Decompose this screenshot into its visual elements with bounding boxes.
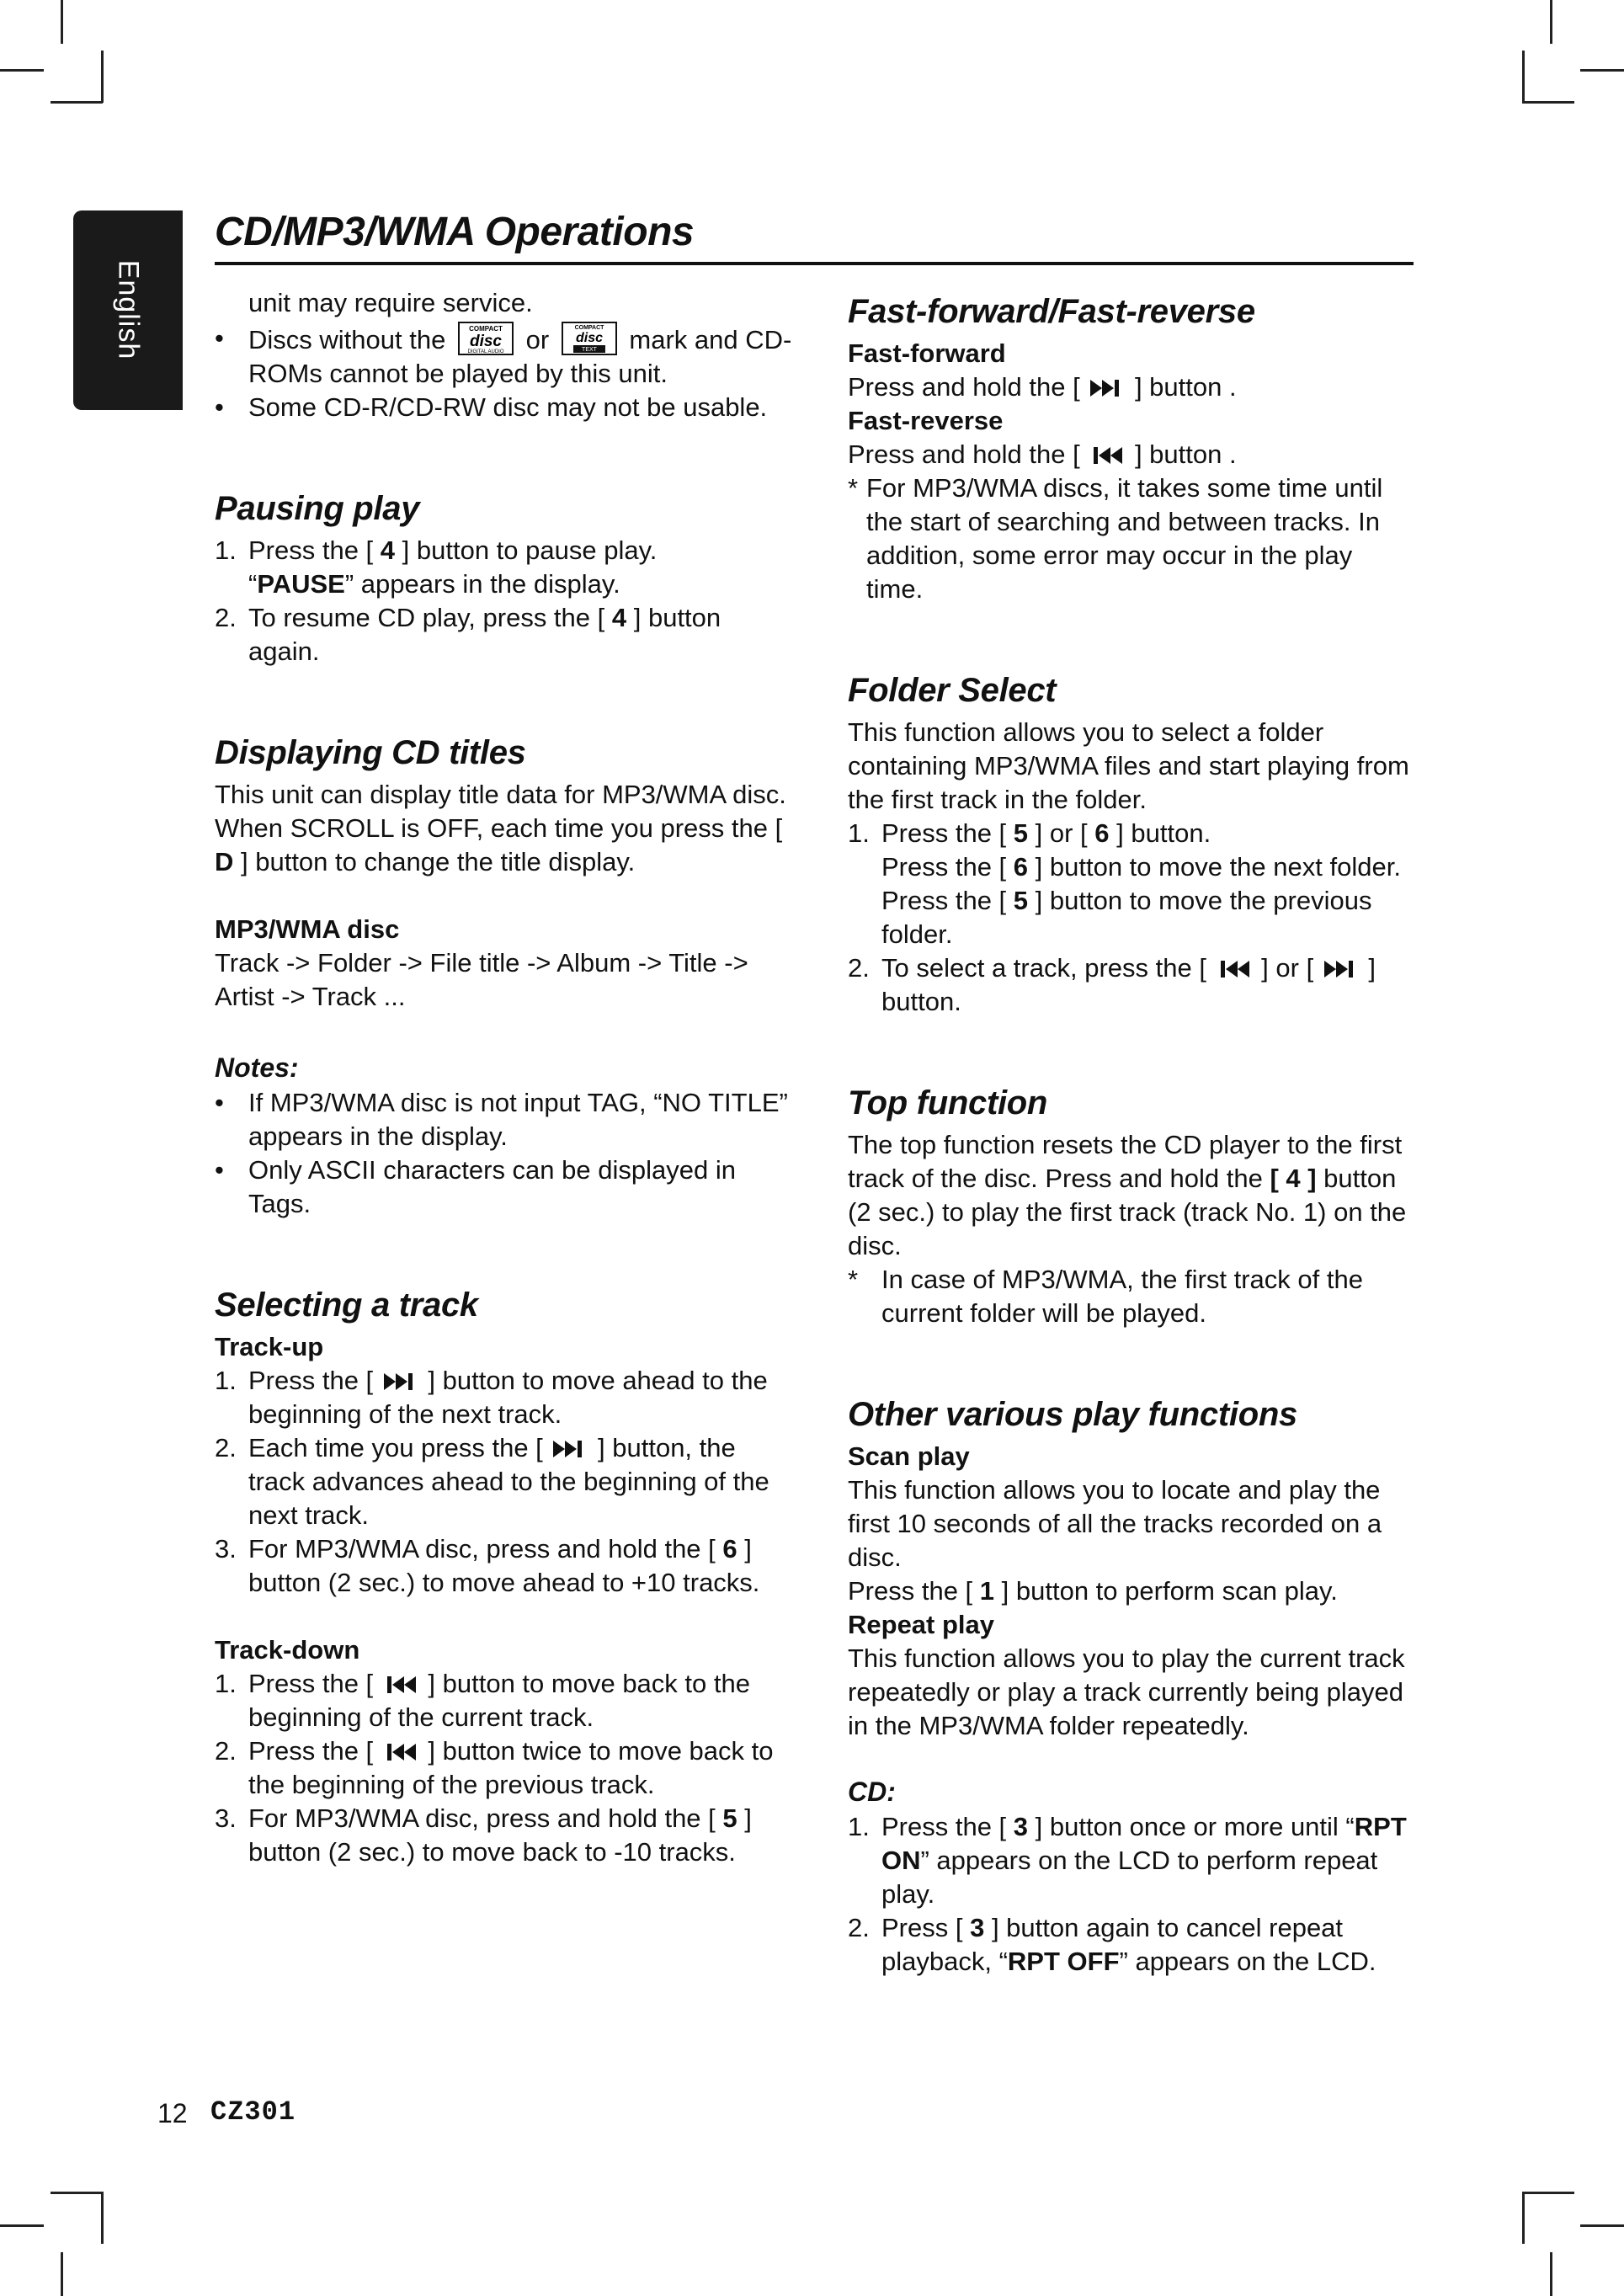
other-functions-section: [848, 1389, 1414, 1979]
crop-mark-top-right-v: [1550, 0, 1552, 44]
list-item: 1. Press the [ 5 ] or [ 6 ] button. Press the [ 6 ] button to move the next folder. Press the [ 5 ] button to move the previous folder.: [848, 818, 1401, 949]
subsection-title: Fast-forward: [848, 338, 1006, 368]
subsection-title: Track-down: [215, 1635, 360, 1665]
section-title: Top function: [848, 1084, 1048, 1121]
list-item: 1. Press the [ 3 ] button once or more until “RPT ON” appears on the LCD to perform repeat play.: [848, 1812, 1407, 1909]
list-item: 2. To resume CD play, press the [ 4 ] button again.: [215, 603, 721, 666]
subsection-title: MP3/WMA disc: [215, 914, 400, 944]
paragraph: Press and hold the [ ] button .: [848, 439, 1237, 469]
list-item: 2. To select a track, press the [ ] or [ ] button.: [848, 953, 1376, 1016]
list-item: • If MP3/WMA disc is not input TAG, “NO TITLE” appears in the display.: [215, 1088, 788, 1151]
crop-mark-bottom-left-h: [0, 2224, 44, 2227]
title-rule: [215, 262, 1414, 265]
svg-text:COMPACT: COMPACT: [469, 325, 503, 333]
folder-select-section: [848, 665, 1414, 1019]
subsection-title: Repeat play: [848, 1610, 995, 1639]
paragraph: Track -> Folder -> File title -> Album -> Title -> Artist -> Track ...: [215, 948, 748, 1011]
crop-mark-top-left-v2: [101, 51, 104, 103]
section-title: Selecting a track: [215, 1287, 478, 1324]
svg-text:disc: disc: [575, 331, 603, 345]
cd-title: CD:: [848, 1777, 896, 1807]
subsection-title: Scan play: [848, 1441, 970, 1471]
top-function-section: [848, 1078, 1414, 1330]
language-tab: [73, 210, 183, 410]
compact-disc-text-logo: [562, 322, 617, 355]
page-number: 12: [157, 2098, 188, 2128]
crop-mark-bottom-right-v2: [1522, 2192, 1525, 2244]
notes-title: Notes:: [215, 1052, 299, 1083]
crop-mark-bottom-left-v: [61, 2252, 63, 2296]
subsection-title: Track-up: [215, 1332, 324, 1361]
subsection-title: Fast-reverse: [848, 406, 1004, 435]
next-track-icon: [1089, 377, 1126, 399]
section-title: Pausing play: [215, 490, 420, 527]
crop-mark-bottom-right-v: [1550, 2252, 1552, 2296]
crop-mark-top-right-v2: [1522, 51, 1525, 103]
bullet-icon: •: [215, 323, 224, 353]
crop-mark-bottom-left-h2: [51, 2192, 103, 2194]
svg-text:TEXT: TEXT: [581, 347, 597, 353]
list-item: 3. For MP3/WMA disc, press and hold the [ 5 ] button (2 sec.) to move back to -10 tracks.: [215, 1803, 752, 1867]
displaying-section: [215, 727, 796, 1221]
previous-track-icon: [1089, 445, 1126, 466]
list-item: • Discs without the COMPACT disc DIGITAL AUDIO or COMPACT disc TEXT mark and CD-ROMs cannot be played by this unit.: [215, 323, 792, 388]
paragraph: Press and hold the [ ] button .: [848, 372, 1237, 402]
bullet-icon: •: [215, 1088, 224, 1117]
list-item: • Some CD-R/CD-RW disc may not be usable.: [215, 391, 796, 424]
intro-block: [215, 286, 796, 424]
list-item: 3. For MP3/WMA disc, press and hold the [ 6 ] button (2 sec.) to move ahead to +10 tracks.: [215, 1534, 760, 1597]
list-item: 1. Press the [ 4 ] button to pause play. “PAUSE” appears in the display.: [215, 535, 658, 599]
crop-mark-bottom-right-h: [1580, 2224, 1624, 2227]
bullet-icon: •: [215, 1155, 224, 1185]
list-item: 2. Press [ 3 ] button again to cancel repeat playback, “RPT OFF” appears on the LCD.: [848, 1913, 1376, 1976]
paragraph: The top function resets the CD player to the first track of the disc. Press and hold the [ 4 ] button (2 sec.) to play the first track (track No. 1) on the disc.: [848, 1130, 1407, 1260]
list-item: 1. Press the [ ] button to move ahead to the beginning of the next track.: [215, 1366, 768, 1429]
paragraph: When SCROLL is OFF, each time you press the [ D ] button to change the title display.: [215, 813, 783, 876]
note-item: * In case of MP3/WMA, the first track of the current folder will be played.: [848, 1265, 1363, 1328]
left-column: [215, 286, 796, 1869]
next-track-icon: [1323, 958, 1360, 980]
list-item: 2. Press the [ ] button twice to move back to the beginning of the previous track.: [215, 1736, 774, 1799]
section-title: Other various play functions: [848, 1396, 1297, 1433]
list-item: • Only ASCII characters can be displayed in Tags.: [215, 1155, 736, 1218]
next-track-icon: [551, 1438, 588, 1460]
crop-mark-bottom-right-h2: [1522, 2192, 1574, 2194]
previous-track-icon: [382, 1674, 419, 1696]
bullet-icon: •: [215, 392, 224, 422]
paragraph: This unit can display title data for MP3/WMA disc.: [215, 780, 786, 809]
section-title: Folder Select: [848, 672, 1057, 709]
paragraph: Press the [ 1 ] button to perform scan play.: [848, 1576, 1338, 1606]
intro-continuation: unit may require service.: [248, 288, 533, 317]
previous-track-icon: [382, 1741, 419, 1763]
pausing-section: [215, 483, 796, 669]
compact-disc-digital-audio-logo: [458, 322, 514, 355]
crop-mark-top-left-v: [61, 0, 63, 44]
note-item: * For MP3/WMA discs, it takes some time until the start of searching and between tracks. In addition, some error may occur in the play time.: [848, 473, 1383, 604]
paragraph: This function allows you to select a folder containing MP3/WMA files and start playing from the first track in the folder.: [848, 717, 1409, 814]
previous-track-icon: [1216, 958, 1253, 980]
crop-mark-top-right-h: [1580, 69, 1624, 72]
model-name: CZ301: [210, 2096, 296, 2128]
svg-text:disc: disc: [469, 333, 502, 350]
right-column: [848, 286, 1414, 1979]
language-tab-label: English: [112, 259, 145, 360]
section-title: Fast-forward/Fast-reverse: [848, 293, 1255, 330]
paragraph: This function allows you to locate and play the first 10 seconds of all the tracks recorded on a disc.: [848, 1475, 1382, 1572]
list-item: 2. Each time you press the [ ] button, the track advances ahead to the beginning of the next track.: [215, 1433, 769, 1530]
svg-text:COMPACT: COMPACT: [574, 325, 604, 331]
section-title: Displaying CD titles: [215, 734, 526, 771]
list-item: 1. Press the [ ] button to move back to the beginning of the current track.: [215, 1669, 750, 1732]
page-title: CD/MP3/WMA Operations: [215, 210, 695, 254]
paragraph: This function allows you to play the current track repeatedly or play a track currently being played in the MP3/WMA folder repeatedly.: [848, 1643, 1405, 1740]
crop-mark-top-left-h2: [51, 101, 103, 104]
svg-text:DIGITAL AUDIO: DIGITAL AUDIO: [467, 349, 504, 354]
crop-mark-top-right-h2: [1522, 101, 1574, 104]
crop-mark-top-left-h: [0, 69, 44, 72]
selecting-section: [215, 1280, 796, 1869]
fast-forward-section: [848, 286, 1414, 606]
crop-mark-bottom-left-v2: [101, 2192, 104, 2244]
next-track-icon: [382, 1371, 419, 1393]
